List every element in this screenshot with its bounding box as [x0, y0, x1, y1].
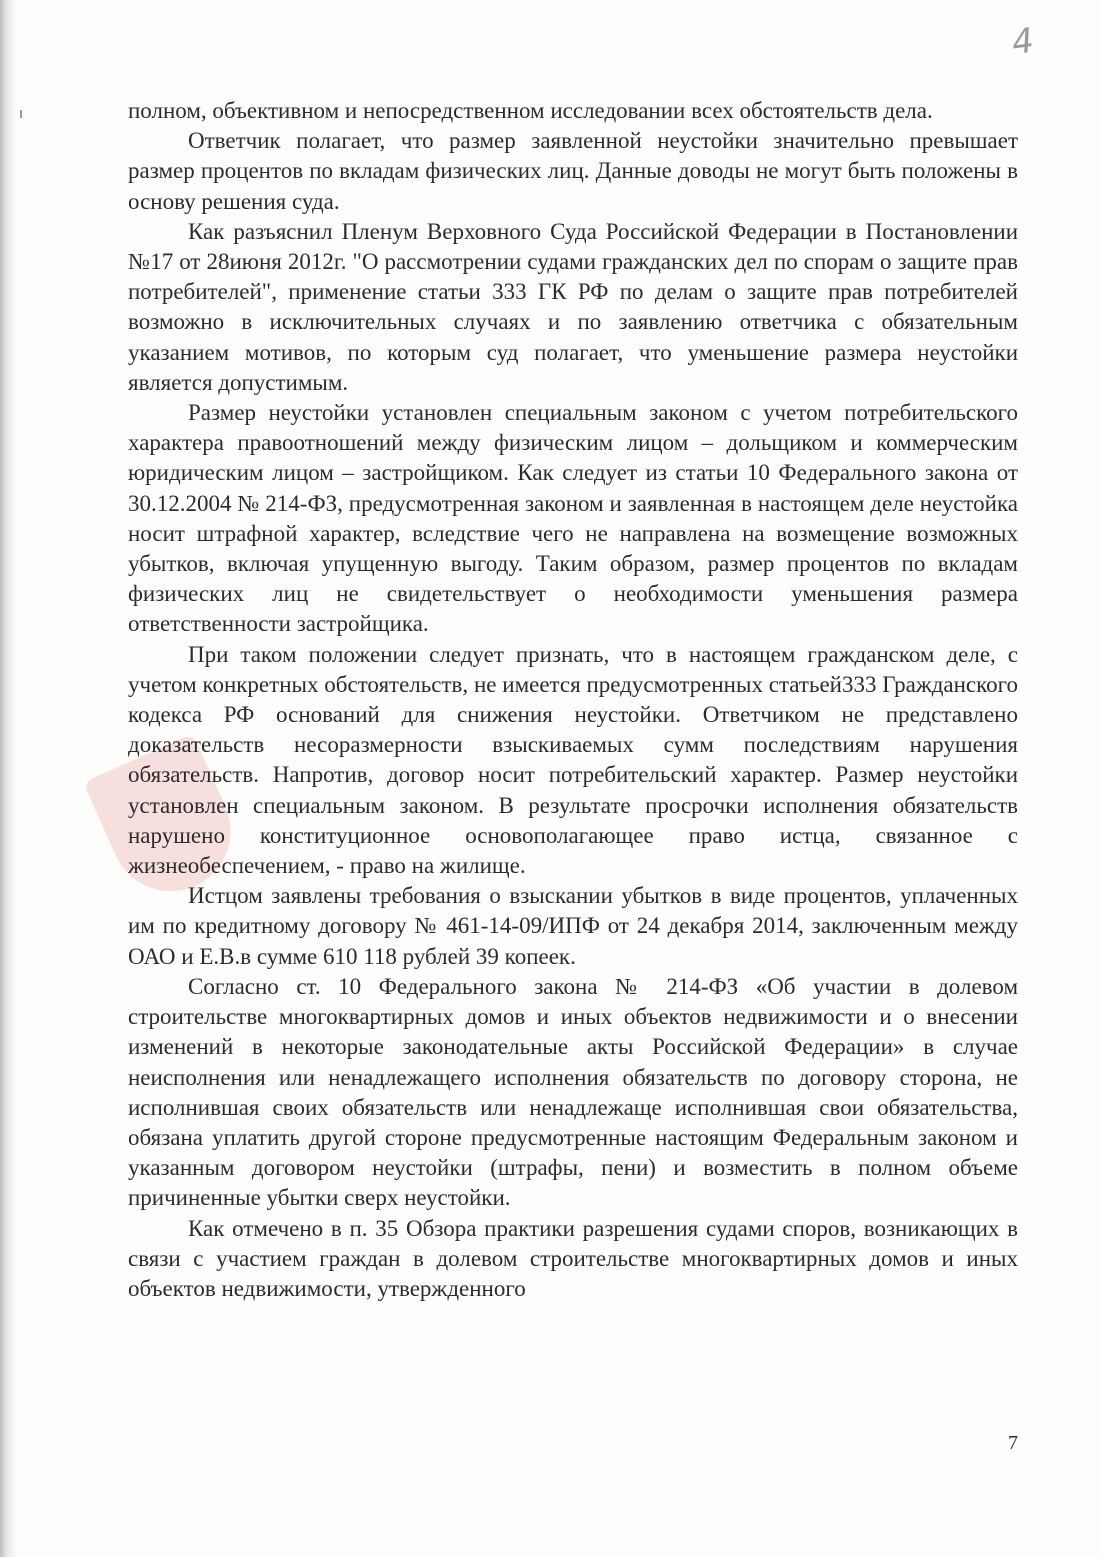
scan-mark — [20, 110, 22, 118]
paragraph-3: Как разъяснил Пленум Верховного Суда Российской Федерации в Постановлении №17 от 28июня 2012г. "О рассмотрении судами гражданских дел по спорам о защите прав потребителей", применение статьи 333 ГК РФ по делам о защите прав потребителей возможно в исключительных случаях и по заявлению ответчика с обязательным указанием мотивов, по которым суд полагает, что уменьшение размера неустойки является допустимым. — [128, 218, 1018, 395]
scan-edge-shadow — [0, 0, 16, 1557]
document-body — [128, 96, 1018, 1304]
page-number: 7 — [1008, 1432, 1018, 1454]
handwritten-page-mark: 4 — [1009, 20, 1037, 64]
paragraph-8: Как отмечено в п. 35 Обзора практики разрешения судами споров, возникающих в связи с участием граждан в долевом строительстве многоквартирных домов и иных объектов недвижимости, утвержденного — [128, 1215, 1018, 1301]
paragraph-5: При таком положении следует признать, что в настоящем гражданском деле, с учетом конкретных обстоятельств, не имеется предусмотренных статьей333 Гражданского кодекса РФ оснований для снижения неустойки. Ответчиком не представлено доказательств несоразмерности взыскиваемых сумм последствиям нарушения обязательств. Напротив, договор носит потребительский характер. Размер неустойки установлен специальным законом. В результате просрочки исполнения обязательств нарушено конституционное основополагающее право истца, связанное с жизнеобеспечением, - право на жилище. — [128, 641, 1018, 879]
paragraph-6: Истцом заявлены требования о взыскании убытков в виде процентов, уплаченных им по кредитному договору № 461-14-09/ИПФ от 24 декабря 2014, заключенным между ОАО и Е.В.в сумме 610 118 рублей 39 копеек. — [128, 883, 1018, 969]
paragraph-4: Размер неустойки установлен специальным законом с учетом потребительского характера правоотношений между физическим лицом – дольщиком и коммерческим юридическим лицом – застройщиком. Как следует из статьи 10 Федерального закона от 30.12.2004 № 214-ФЗ, предусмотренная законом и заявленная в настоящем деле неустойка носит штрафной характер, вследствие чего не направлена на возмещение возможных убытков, включая упущенную выгоду. Таким образом, размер процентов по вкладам физических лиц не свидетельствует о необходимости уменьшения размера ответственности застройщика. — [128, 400, 1018, 637]
paragraph-2: Ответчик полагает, что размер заявленной неустойки значительно превышает размер процентов по вкладам физических лиц. Данные доводы не могут быть положены в основу решения суда. — [128, 128, 1018, 214]
paragraph-1: полном, объективном и непосредственном исследовании всех обстоятельств дела. — [128, 98, 933, 123]
paragraph-7: Согласно ст. 10 Федерального закона № 214-ФЗ «Об участии в долевом строительстве многоквартирных домов и иных объектов недвижимости и о внесении изменений в некоторые законодательные акты Российской Федерации» в случае неисполнения или ненадлежащего исполнения обязательств по договору сторона, не исполнившая своих обязательств или ненадлежаще исполнившая свои обязательства, обязана уплатить другой стороне предусмотренные настоящим Федеральным законом и указанным договором неустойки (штрафы, пени) и возместить в полном объеме причиненные убытки сверх неустойки. — [128, 973, 1018, 1211]
